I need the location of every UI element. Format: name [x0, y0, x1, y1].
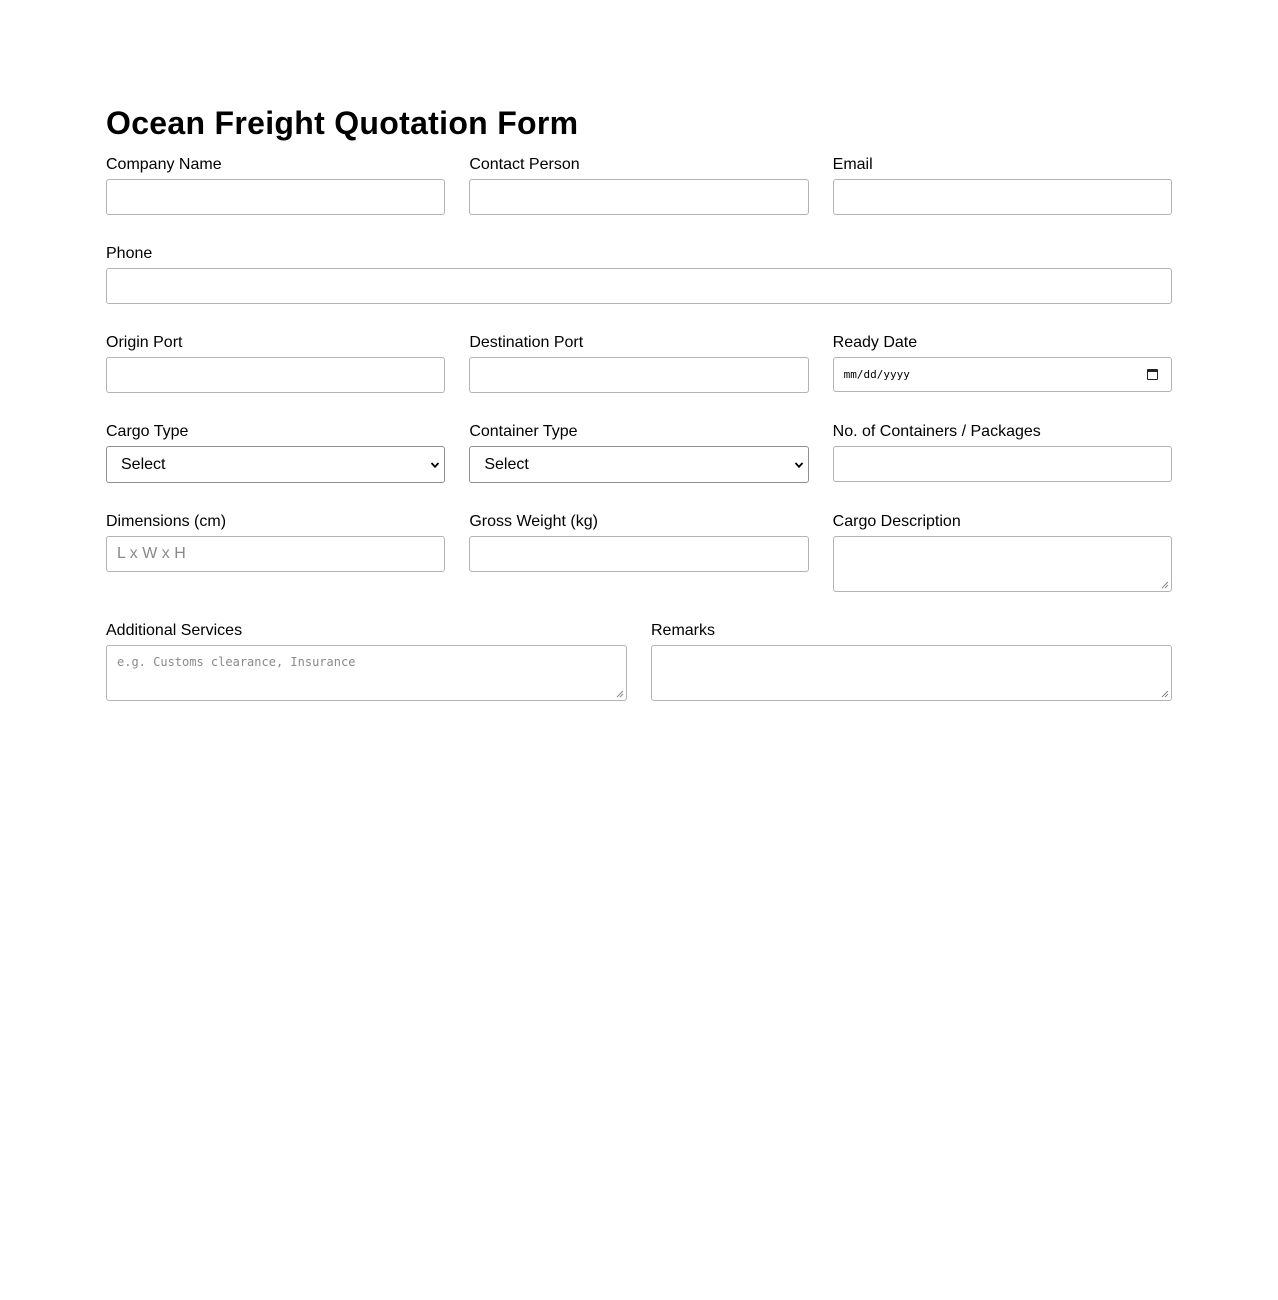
additional-services-placeholder: e.g. Customs clearance, Insurance [117, 655, 356, 669]
form-row-measurements [106, 513, 1172, 592]
phone-field [106, 245, 1172, 304]
form-row-phone [106, 245, 1172, 304]
resize-grip-icon[interactable] [1161, 690, 1169, 698]
company-name-label: Company Name [106, 156, 222, 173]
ready-date-placeholder: mm/dd/yyyy [843, 368, 910, 381]
container-type-label: Container Type [469, 423, 578, 440]
gross-weight-input[interactable] [469, 536, 808, 572]
container-type-selected: Select [484, 455, 529, 473]
phone-label: Phone [106, 245, 153, 262]
quotation-form [106, 103, 1172, 731]
cargo-type-label: Cargo Type [106, 423, 189, 440]
chevron-down-icon [430, 460, 440, 470]
cargo-description-textarea[interactable] [833, 536, 1172, 592]
email-label: Email [832, 156, 873, 173]
additional-services-label: Additional Services [106, 622, 243, 639]
cargo-description-field [833, 513, 1172, 592]
cargo-type-field [106, 423, 445, 483]
ready-date-input[interactable] [833, 357, 1172, 392]
dimensions-input[interactable]: L x W x H [106, 536, 445, 572]
remarks-textarea[interactable] [651, 645, 1172, 701]
email-input[interactable] [833, 179, 1172, 215]
num-containers-label: No. of Containers / Packages [832, 423, 1041, 440]
chevron-down-icon [794, 460, 804, 470]
origin-port-field [106, 334, 445, 393]
form-row-cargo [106, 423, 1172, 483]
dimensions-field [106, 513, 445, 592]
cargo-type-selected: Select [121, 455, 166, 473]
cargo-description-label: Cargo Description [832, 513, 961, 530]
num-containers-input[interactable] [833, 446, 1172, 482]
form-row-route [106, 334, 1172, 393]
form-title: Ocean Freight Quotation Form [106, 105, 579, 141]
additional-services-field [106, 622, 627, 701]
dimensions-label: Dimensions (cm) [106, 513, 227, 530]
company-name-input[interactable] [106, 179, 445, 215]
email-field [833, 156, 1172, 215]
ready-date-label: Ready Date [832, 334, 918, 351]
contact-person-label: Contact Person [469, 156, 580, 173]
gross-weight-label: Gross Weight (kg) [469, 513, 598, 530]
origin-port-label: Origin Port [106, 334, 183, 351]
calendar-icon[interactable] [1147, 369, 1158, 380]
destination-port-input[interactable] [469, 357, 808, 393]
num-containers-field [833, 423, 1172, 483]
destination-port-field [469, 334, 808, 393]
company-name-field [106, 156, 445, 215]
cargo-type-select[interactable] [106, 446, 445, 483]
remarks-field [651, 622, 1172, 701]
form-row-extras [106, 622, 1172, 701]
form-row-contact [106, 156, 1172, 215]
phone-input[interactable] [106, 268, 1172, 304]
contact-person-field [469, 156, 808, 215]
additional-services-textarea[interactable] [106, 645, 627, 701]
resize-grip-icon[interactable] [616, 690, 624, 698]
ready-date-field [833, 334, 1172, 393]
contact-person-input[interactable] [469, 179, 808, 215]
origin-port-input[interactable] [106, 357, 445, 393]
destination-port-label: Destination Port [469, 334, 584, 351]
gross-weight-field [469, 513, 808, 592]
container-type-select[interactable] [469, 446, 808, 483]
container-type-field [469, 423, 808, 483]
resize-grip-icon[interactable] [1161, 581, 1169, 589]
remarks-label: Remarks [651, 622, 716, 639]
